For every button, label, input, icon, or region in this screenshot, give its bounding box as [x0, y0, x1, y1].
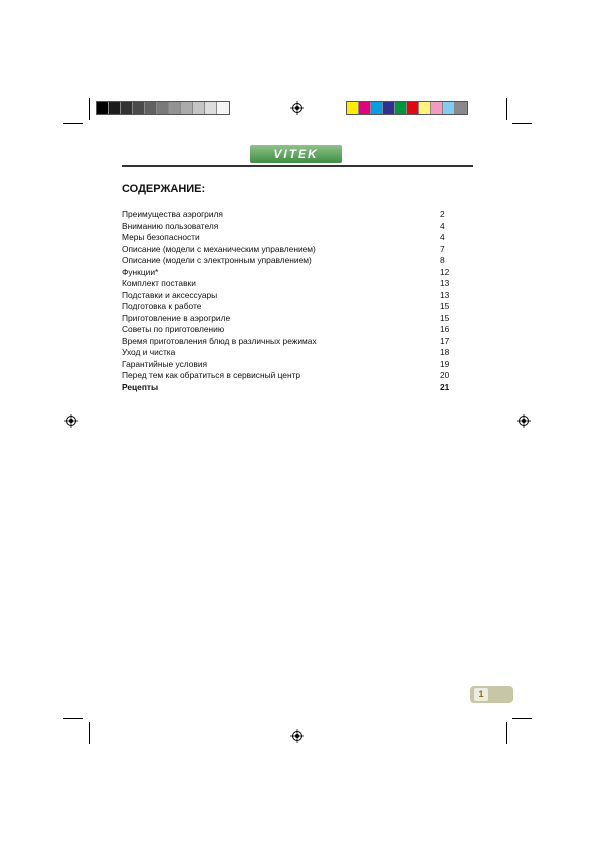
process-swatch	[359, 102, 371, 114]
process-swatch	[443, 102, 455, 114]
toc-entry-label: Вниманию пользователя	[122, 220, 219, 231]
process-swatch	[455, 102, 467, 114]
toc-entry	[122, 336, 454, 348]
crop-mark-bottom-left-v	[89, 722, 90, 744]
toc-entry-label: Перед тем как обратиться в сервисный центр	[122, 370, 301, 380]
toc-entry-page: 8	[440, 255, 445, 265]
toc-entry-page: 13	[440, 289, 450, 300]
toc-entry-label: Описание (модели с механическим управлением)	[122, 243, 316, 254]
toc-entry-label: Меры безопасности	[122, 232, 200, 242]
grayscale-swatch	[97, 102, 109, 114]
grayscale-swatch	[157, 102, 169, 114]
crop-mark-top-left-h	[63, 123, 83, 124]
toc-entry-page: 16	[440, 324, 450, 334]
toc-entry	[122, 359, 454, 371]
toc-entry	[122, 267, 454, 279]
process-color-bar	[346, 101, 468, 115]
grayscale-swatch	[217, 102, 229, 114]
toc-entry-label: Рецепты	[122, 381, 159, 392]
brand-logo	[250, 145, 342, 163]
process-swatch	[347, 102, 359, 114]
table-of-contents	[122, 209, 454, 393]
toc-entry-label: Подготовка к работе	[122, 301, 202, 311]
process-swatch	[407, 102, 419, 114]
toc-entry-page: 20	[440, 370, 450, 380]
toc-entry-label: Советы по приготовлению	[122, 324, 225, 334]
toc-entry	[122, 324, 454, 336]
toc-entry	[122, 313, 454, 325]
toc-entry-label: Уход и чистка	[122, 347, 176, 357]
crop-mark-top-right-v	[506, 98, 507, 120]
toc-entry-label: Преимущества аэрогриля	[122, 209, 223, 219]
brand-logo-text: VITEK	[273, 147, 319, 161]
toc-entry-label: Описание (модели с электронным управлением)	[122, 255, 312, 265]
registration-mark-right-icon	[517, 414, 531, 428]
toc-entry	[122, 370, 454, 382]
toc-entry-page: 4	[440, 220, 445, 231]
toc-entry	[122, 278, 454, 290]
process-swatch	[431, 102, 443, 114]
toc-entry	[122, 347, 454, 359]
crop-mark-bottom-right-v	[506, 722, 507, 744]
page-number-badge	[470, 686, 513, 703]
registration-mark-top-icon	[290, 101, 304, 115]
page-title: СОДЕРЖАНИЕ:	[122, 183, 206, 195]
toc-entry-label: Время приготовления блюд в различных режимах	[122, 335, 317, 346]
toc-entry	[122, 301, 454, 313]
grayscale-color-bar	[96, 101, 230, 115]
toc-entry	[122, 244, 454, 256]
toc-entry-label: Приготовление в аэрогриле	[122, 312, 231, 323]
grayscale-swatch	[181, 102, 193, 114]
grayscale-swatch	[109, 102, 121, 114]
grayscale-swatch	[133, 102, 145, 114]
process-swatch	[383, 102, 395, 114]
toc-entry	[122, 255, 454, 267]
toc-entry-page: 17	[440, 335, 450, 346]
header-rule	[122, 165, 473, 167]
toc-entry	[122, 221, 454, 233]
process-swatch	[371, 102, 383, 114]
toc-entry-page: 12	[440, 266, 450, 277]
toc-entry-page: 18	[440, 347, 450, 357]
grayscale-swatch	[193, 102, 205, 114]
grayscale-swatch	[145, 102, 157, 114]
toc-entry-page: 19	[440, 358, 450, 369]
toc-entry-label: Гарантийные условия	[122, 358, 208, 369]
toc-entry-label: Комплект поставки	[122, 278, 196, 288]
toc-entry-page: 7	[440, 243, 445, 254]
registration-mark-bottom-icon	[290, 729, 304, 743]
toc-entry-label: Подставки и аксессуары	[122, 289, 218, 300]
registration-mark-left-icon	[64, 414, 78, 428]
toc-entry	[122, 382, 454, 394]
toc-entry-page: 15	[440, 301, 450, 311]
toc-entry	[122, 232, 454, 244]
process-swatch	[419, 102, 431, 114]
toc-entry-page: 21	[440, 381, 450, 392]
toc-entry-label: Функции*	[122, 266, 159, 277]
grayscale-swatch	[205, 102, 217, 114]
toc-entry-page: 13	[440, 278, 450, 288]
toc-entry-page: 15	[440, 312, 450, 323]
toc-entry	[122, 209, 454, 221]
grayscale-swatch	[121, 102, 133, 114]
crop-mark-top-right-h	[512, 123, 532, 124]
grayscale-swatch	[169, 102, 181, 114]
process-swatch	[395, 102, 407, 114]
toc-entry-page: 4	[440, 232, 445, 242]
crop-mark-bottom-left-h	[63, 718, 83, 719]
crop-mark-top-left-v	[89, 98, 90, 120]
page-number: 1	[474, 688, 488, 701]
toc-entry-page: 2	[440, 209, 445, 219]
toc-entry	[122, 290, 454, 302]
crop-mark-bottom-right-h	[512, 718, 532, 719]
